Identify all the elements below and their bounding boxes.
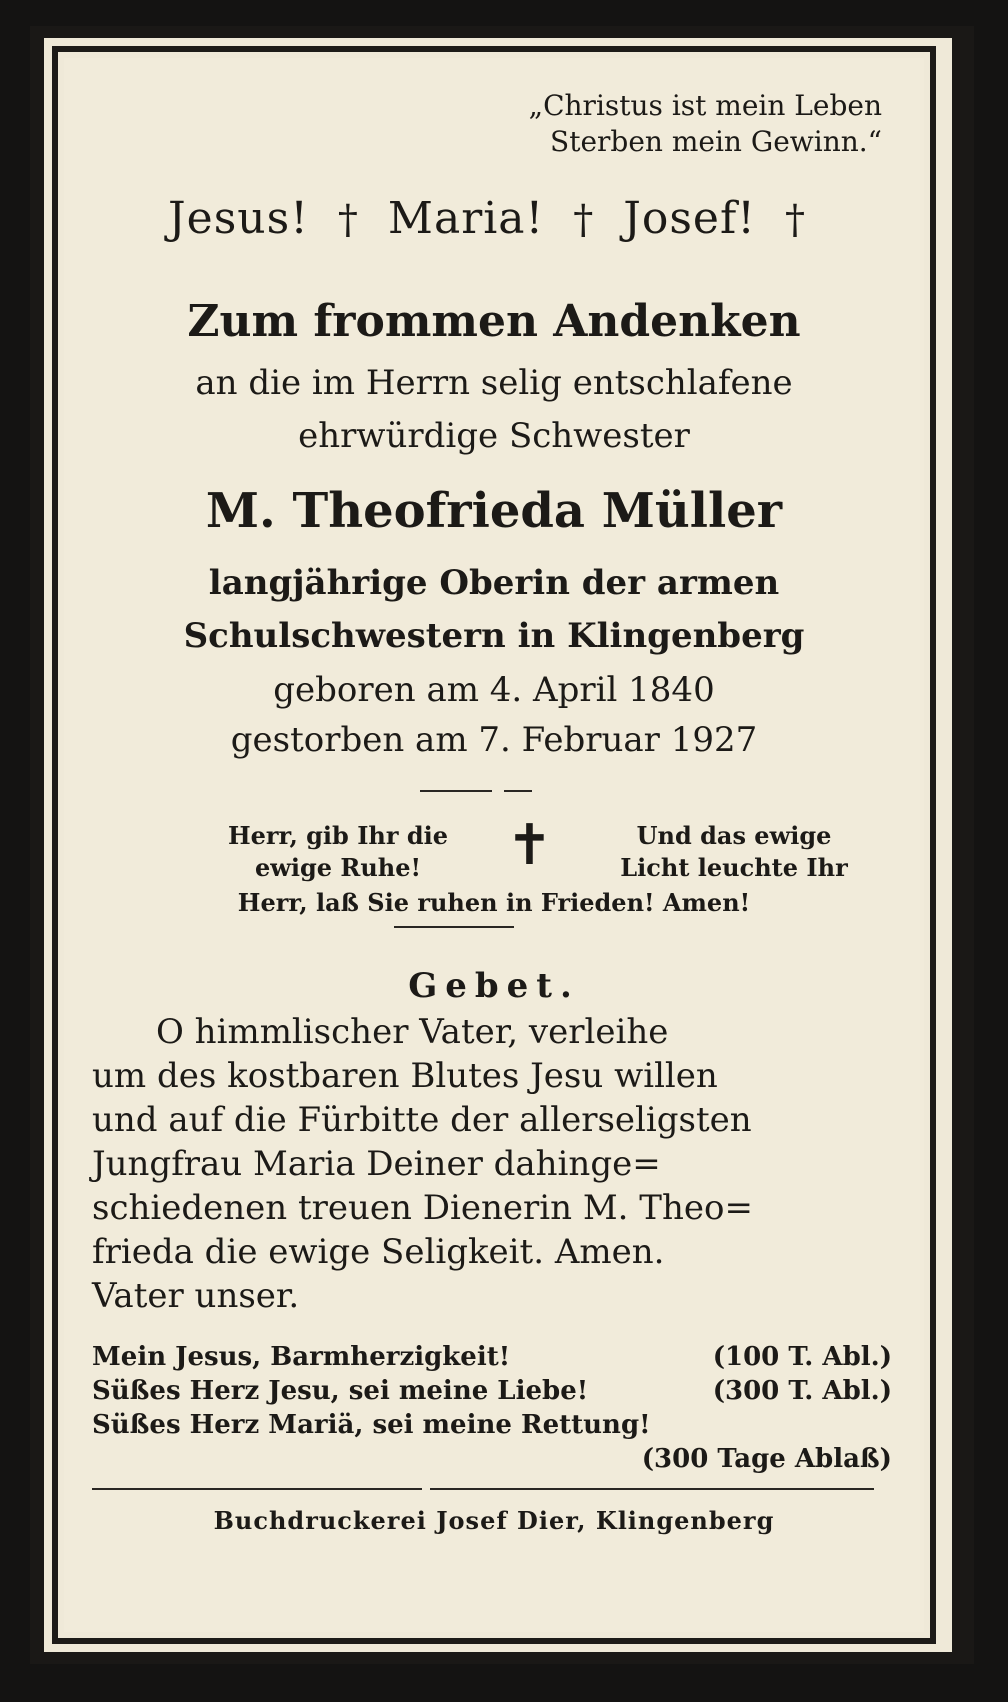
divider bbox=[420, 790, 492, 792]
printer-imprint: Buchdruckerei Josef Dier, Klingenberg bbox=[213, 1506, 775, 1535]
indulgence-2 bbox=[92, 1374, 892, 1408]
dedication-line-2: ehrwürdige Schwester bbox=[298, 416, 690, 456]
heading: Zum frommen Andenken bbox=[187, 296, 801, 347]
birth-date: geboren am 4. April 1840 bbox=[273, 670, 715, 710]
indulgence-note: (100 T. Abl.) bbox=[712, 1342, 892, 1372]
short-prayer-right bbox=[564, 820, 904, 884]
indulgence-text: Süßes Herz Jesu, sei meine Liebe! bbox=[92, 1376, 589, 1406]
maria-text: Maria! bbox=[387, 193, 545, 244]
deceased-name: M. Theofrieda Müller bbox=[205, 483, 783, 539]
motto-line-2: Sterben mein Gewinn.“ bbox=[550, 125, 882, 158]
divider bbox=[92, 1488, 422, 1490]
indulgence-text: Mein Jesus, Barmherzigkeit! bbox=[92, 1342, 511, 1372]
motto bbox=[529, 88, 882, 160]
role-line-1: langjährige Oberin der armen bbox=[208, 563, 780, 603]
short-prayer-left-line-1: Herr, gib Ihr die bbox=[227, 821, 449, 850]
jesus-maria-josef-line bbox=[64, 193, 924, 244]
cross-icon: † bbox=[573, 197, 595, 243]
josef-text: Josef! bbox=[623, 193, 756, 244]
gebet-line-4: Jungfrau Maria Deiner dahinge= bbox=[92, 1144, 661, 1184]
gebet-line-1: O himmlischer Vater, verleihe bbox=[156, 1012, 669, 1052]
indulgence-note: (300 Tage Ablaß) bbox=[641, 1444, 892, 1474]
gebet-line-2: um des kostbaren Blutes Jesu willen bbox=[92, 1056, 718, 1096]
short-prayer-right-line-2: Licht leuchte Ihr bbox=[620, 853, 848, 882]
cross-icon: ✝ bbox=[506, 813, 553, 878]
card-content bbox=[64, 58, 924, 1632]
indulgence-1 bbox=[92, 1340, 892, 1374]
gebet-line-7: Vater unser. bbox=[92, 1276, 300, 1316]
short-prayer-left-line-2: ewige Ruhe! bbox=[254, 853, 422, 882]
short-prayer-left bbox=[138, 820, 538, 884]
motto-line-1: „Christus ist mein Leben bbox=[528, 89, 882, 122]
jesus-text: Jesus! bbox=[168, 193, 309, 244]
role-line-2: Schulschwestern in Klingenberg bbox=[183, 616, 805, 656]
dedication-line-1: an die im Herrn selig entschlafene bbox=[195, 363, 793, 403]
indulgence-note: (300 T. Abl.) bbox=[712, 1376, 892, 1406]
cross-icon: † bbox=[784, 197, 806, 243]
cross-icon: † bbox=[337, 197, 359, 243]
indulgence-3 bbox=[92, 1408, 892, 1442]
divider bbox=[430, 1488, 874, 1490]
indulgence-text: Süßes Herz Mariä, sei meine Rettung! bbox=[92, 1410, 651, 1440]
divider bbox=[504, 790, 532, 792]
gebet-line-5: schiedenen treuen Dienerin M. Theo= bbox=[92, 1188, 753, 1228]
short-prayer-right-line-1: Und das ewige bbox=[636, 821, 832, 850]
gebet-title: Gebet. bbox=[408, 966, 580, 1006]
death-date: gestorben am 7. Februar 1927 bbox=[230, 720, 758, 760]
divider bbox=[394, 926, 514, 928]
short-prayer-last-line: Herr, laß Sie ruhen in Frieden! Amen! bbox=[237, 888, 751, 917]
gebet-line-3: und auf die Fürbitte der allerseligsten bbox=[92, 1100, 752, 1140]
gebet-line-6: frieda die ewige Seligkeit. Amen. bbox=[92, 1232, 665, 1272]
